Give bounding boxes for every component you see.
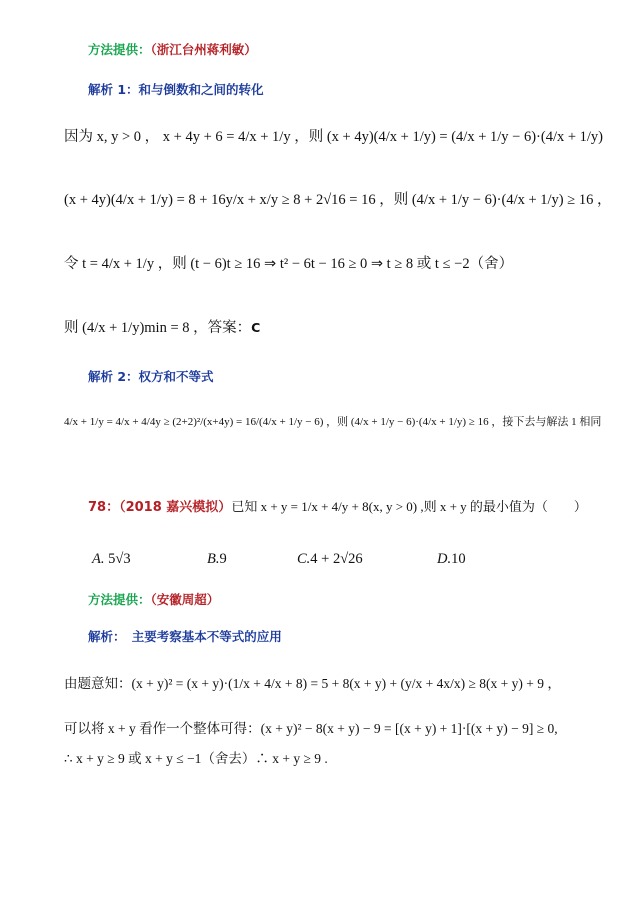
- analysis-1-step-2: (x + 4y)(4/x + 1/y) = 8 + 16y/x + x/y ≥ 8 + 2√16 = 16 ，则 (4/x + 1/y − 6)·(4/x + 1/y) ≥ 16 ，: [64, 192, 612, 208]
- analysis-1-step-4: [64, 316, 260, 337]
- choice-d-label: D.: [437, 551, 452, 567]
- analysis-1-step-4-text: 则 (4/x + 1/y)min = 8 ，答案：: [64, 320, 252, 336]
- choice-c-label: C.: [297, 551, 311, 567]
- problem-78-source: （2018 嘉兴模拟）: [119, 500, 232, 515]
- analysis-1-title: [88, 80, 264, 98]
- analysis-3-step-1: 由题意知：(x + y)² = (x + y)·(1/x + 4/x + 8) = 5 + 8(x + y) + (y/x + 4x/x) ≥ 8(x + y) + 9 ，: [64, 676, 561, 691]
- choice-a-label: A.: [92, 551, 105, 567]
- choice-b-label: B.: [207, 551, 220, 567]
- method-provider-name-2: （安徽周超）: [150, 592, 220, 607]
- analysis-3-step-2: 可以将 x + y 看作一个整体可得：(x + y)² − 8(x + y) − 9 = [(x + y) + 1]·[(x + y) − 9] ≥ 0,: [64, 721, 558, 736]
- method-provider-label-2: 方法提供：: [88, 592, 151, 607]
- choice-d: [437, 551, 466, 568]
- choice-c: [297, 551, 363, 568]
- problem-78-number: 78：: [88, 500, 120, 515]
- choice-a: [92, 551, 131, 568]
- answer-1: C: [251, 320, 261, 335]
- choice-a-value: 5√3: [108, 551, 131, 567]
- analysis-1-step-3: 令 t = 4/x + 1/y ，则 (t − 6)t ≥ 16 ⇒ t² − 6t − 16 ≥ 0 ⇒ t ≥ 8 或 t ≤ −2（舍）: [64, 256, 514, 272]
- choice-b-value: 9: [219, 551, 227, 567]
- choice-c-value: 4 + 2√26: [310, 551, 363, 567]
- choice-d-value: 10: [451, 551, 466, 567]
- analysis-1-title-text: 解析 1：和与倒数和之间的转化: [88, 82, 264, 97]
- analysis-2-title-text: 解析 2：权方和不等式: [88, 369, 214, 384]
- method-provider-header-2: [88, 590, 219, 608]
- choice-b: [207, 551, 227, 568]
- analysis-3-title: [88, 627, 282, 645]
- problem-78: [88, 496, 587, 515]
- analysis-1-step-1: 因为 x, y > 0 ， x + 4y + 6 = 4/x + 1/y ，则 (x + 4y)(4/x + 1/y) = (4/x + 1/y − 6)·(4/x + 1/y): [64, 129, 604, 145]
- analysis-2-title: [88, 367, 214, 385]
- analysis-2-line: 4/x + 1/y = 4/x + 4/4y ≥ (2+2)²/(x+4y) = 16/(4/x + 1/y − 6) ，则 (4/x + 1/y − 6)·(4/x + 1/y) ≥ 16 ，接下去与解法 1 相同: [64, 416, 602, 428]
- method-provider-name: （浙江台州蒋利敏）: [150, 42, 257, 57]
- analysis-3-title-text: 解析： 主要考察基本不等式的应用: [88, 629, 282, 644]
- analysis-3-step-3: ∴ x + y ≥ 9 或 x + y ≤ −1（舍去）∴ x + y ≥ 9 .: [64, 751, 328, 766]
- problem-78-stem: 已知 x + y = 1/x + 4/y + 8(x, y > 0) ,则 x + y 的最小值为（ ）: [231, 499, 587, 514]
- method-provider-header: [88, 40, 257, 58]
- method-provider-label: 方法提供：: [88, 42, 151, 57]
